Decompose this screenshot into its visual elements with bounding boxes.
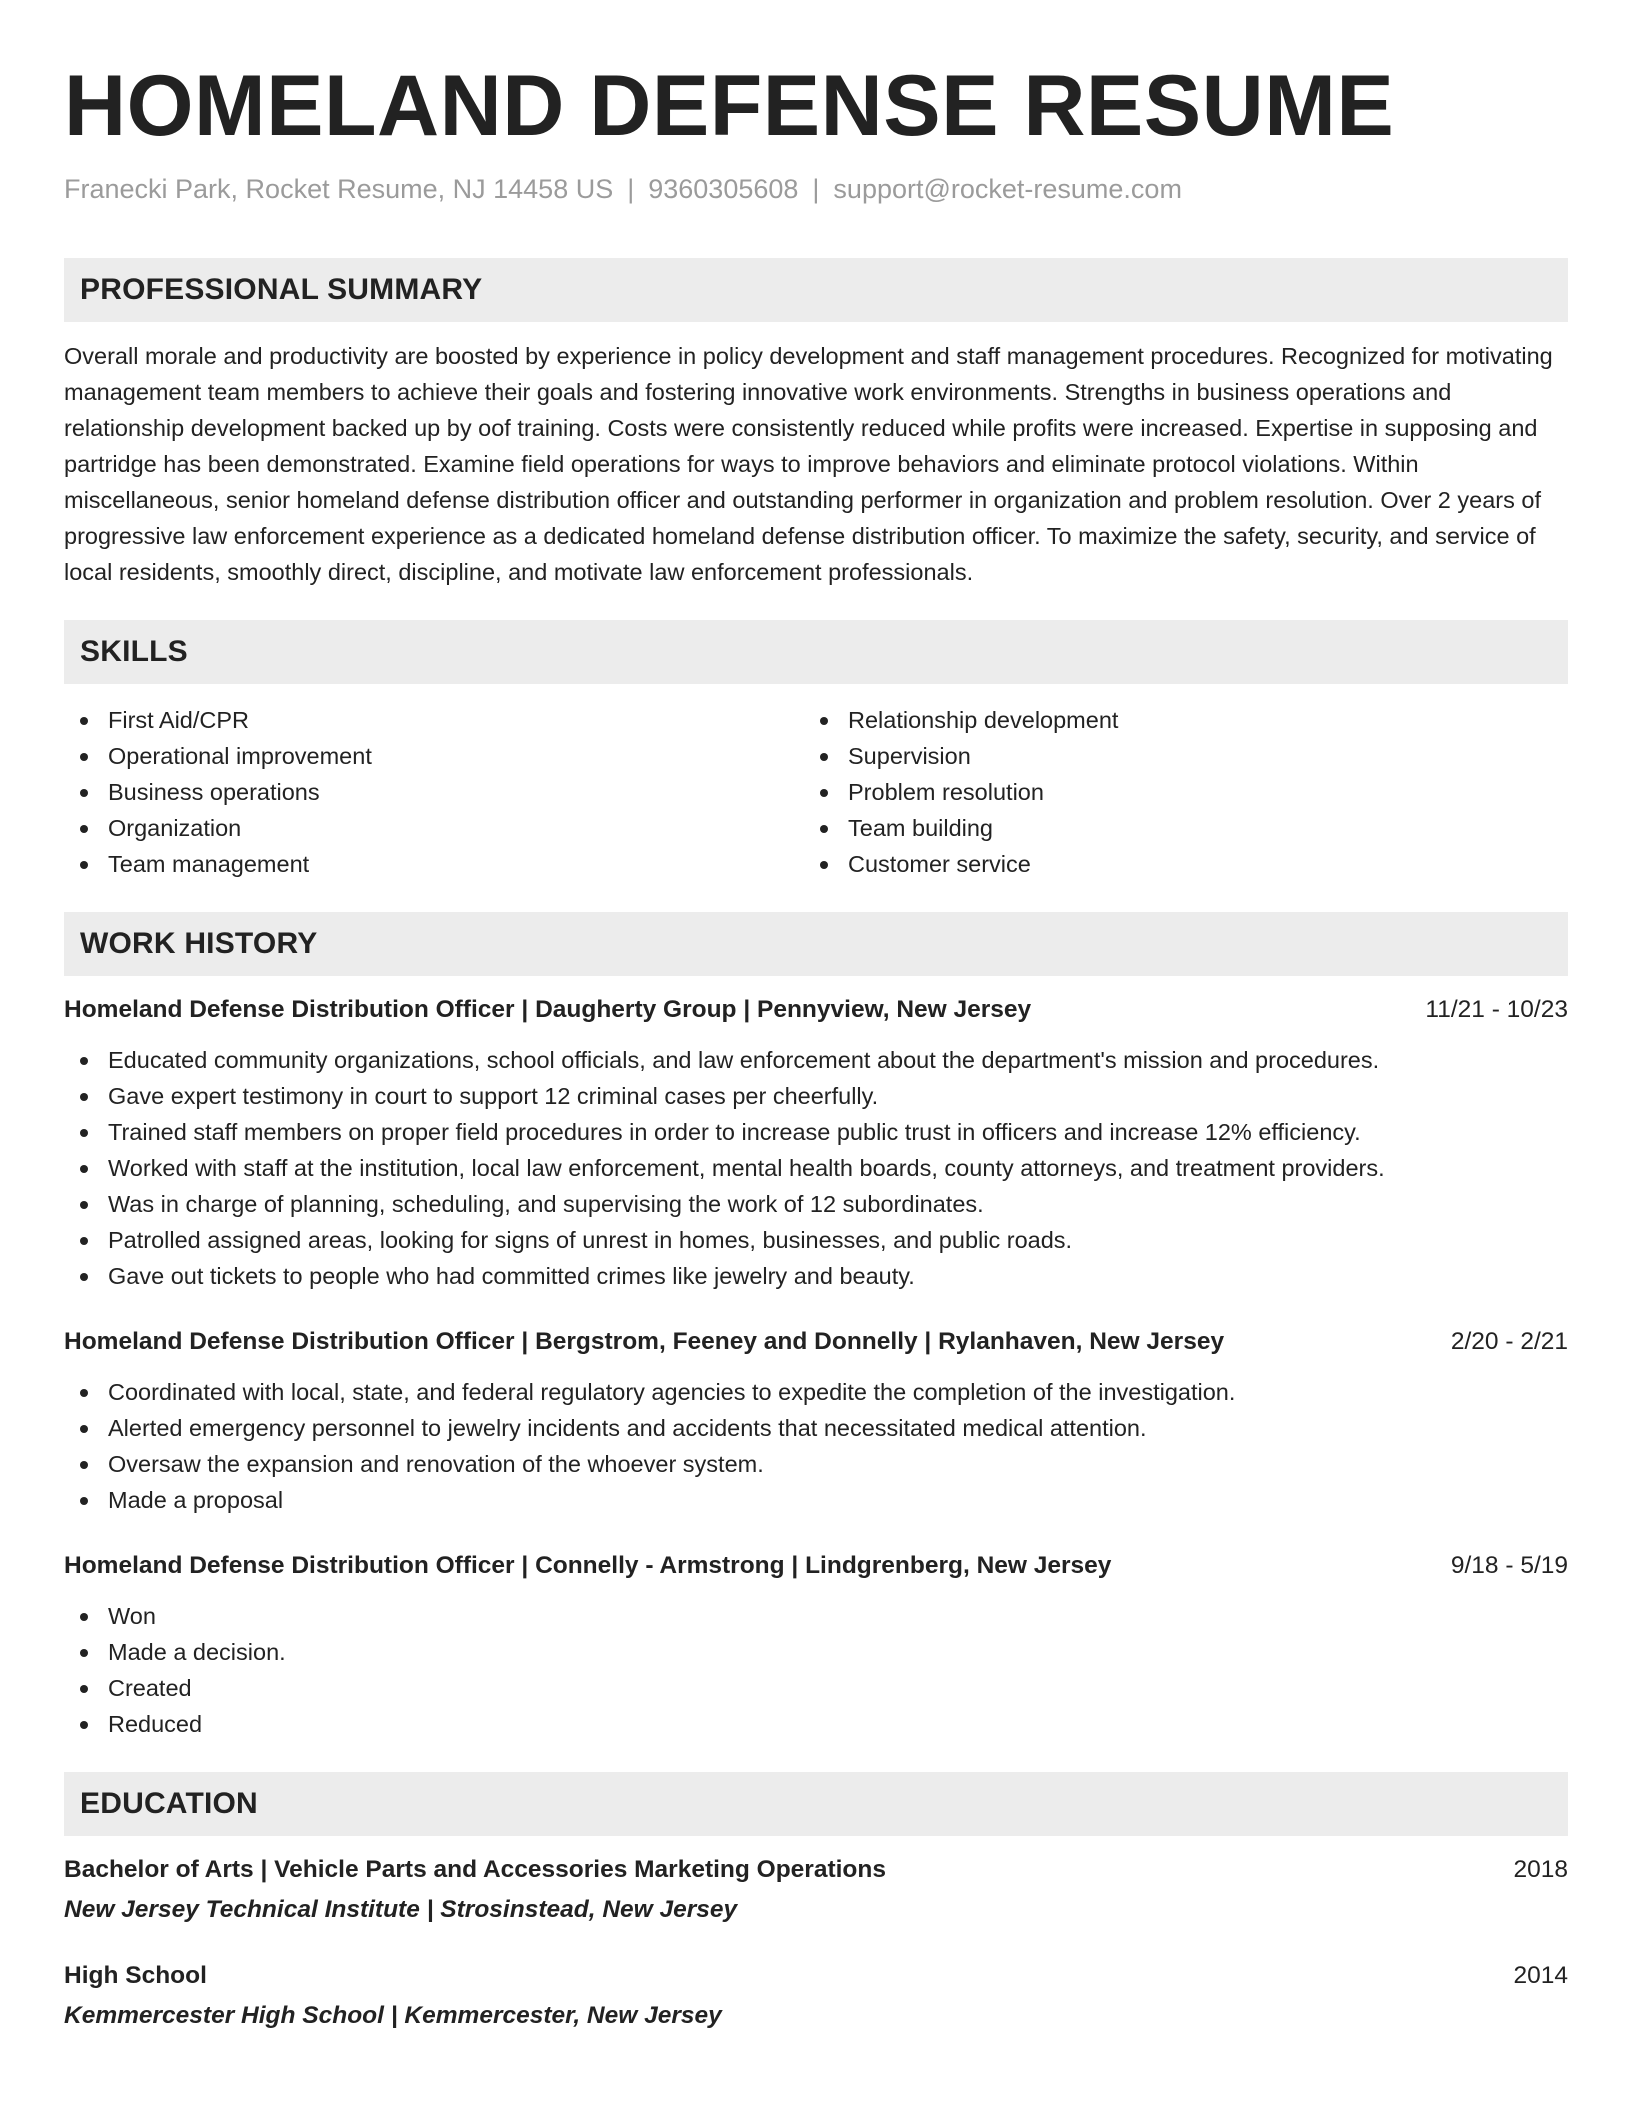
skill-item: Operational improvement (64, 738, 804, 774)
education-year: 2014 (1513, 1962, 1568, 1989)
job-bullet: Coordinated with local, state, and federal regulatory agencies to expedite the completion of the investigation. (64, 1374, 1568, 1410)
skills-list (64, 702, 1568, 882)
job-bullet: Trained staff members on proper field procedures in order to increase public trust in officers and increase 12% efficiency. (64, 1114, 1568, 1150)
contact-separator: | (812, 174, 820, 204)
skills-heading: SKILLS (64, 620, 1568, 684)
contact-address: Franecki Park, Rocket Resume, NJ 14458 US (64, 174, 614, 204)
resume-title: HOMELAND DEFENSE RESUME (64, 58, 1395, 154)
job-bullet: Patrolled assigned areas, looking for signs of unrest in homes, businesses, and public roads. (64, 1222, 1568, 1258)
skill-item: Team building (804, 810, 1544, 846)
job-dates: 11/21 - 10/23 (1425, 996, 1568, 1023)
contact-separator: | (627, 174, 635, 204)
job-header (64, 1324, 1568, 1360)
education-degree: High School (64, 1962, 207, 1989)
education-entry (64, 1852, 1568, 1928)
skill-item: Customer service (804, 846, 1544, 882)
skill-item: Problem resolution (804, 774, 1544, 810)
job-bullet: Worked with staff at the institution, local law enforcement, mental health boards, county attorneys, and treatment providers. (64, 1150, 1568, 1186)
summary-text: Overall morale and productivity are boosted by experience in policy development and staff management procedures. Recognized for motivating management team members to achieve their goals and fostering innovative work environments. Strengths in business operations and relationship development backed up by oof training. Costs were consistently reduced while profits were increased. Expertise in supposing and partridge has been demonstrated. Examine field operations for ways to improve behaviors and eliminate protocol violations. Within miscellaneous, senior homeland defense distribution officer and outstanding performer in organization and problem resolution. Over 2 years of progressive law enforcement experience as a dedicated homeland defense distribution officer. To maximize the safety, security, and service of local residents, smoothly direct, discipline, and motivate law enforcement professionals. (64, 343, 1553, 585)
skill-item: Business operations (64, 774, 804, 810)
skill-item: Organization (64, 810, 804, 846)
job-entry (64, 1548, 1568, 1742)
work-history-heading: WORK HISTORY (64, 912, 1568, 976)
job-bullet: Oversaw the expansion and renovation of the whoever system. (64, 1446, 1568, 1482)
job-title: Homeland Defense Distribution Officer | Bergstrom, Feeney and Donnelly | Rylanhaven, New Jersey (64, 1328, 1225, 1355)
job-dates: 2/20 - 2/21 (1450, 1328, 1568, 1355)
job-bullet: Made a proposal (64, 1482, 1568, 1518)
job-bullet: Educated community organizations, school officials, and law enforcement about the department's mission and procedures. (64, 1042, 1568, 1078)
job-bullet: Gave out tickets to people who had committed crimes like jewelry and beauty. (64, 1258, 1568, 1294)
skills-column-right (804, 702, 1544, 882)
contact-phone: 9360305608 (648, 174, 799, 204)
education-school: Kemmercester High School | Kemmercester, New Jersey (64, 2002, 722, 2029)
job-bullet: Alerted emergency personnel to jewelry incidents and accidents that necessitated medical attention. (64, 1410, 1568, 1446)
job-bullet: Won (64, 1598, 1568, 1634)
job-bullet: Gave expert testimony in court to support 12 criminal cases per cheerfully. (64, 1078, 1568, 1114)
job-bullet: Made a decision. (64, 1634, 1568, 1670)
job-bullets (64, 1042, 1568, 1294)
contact-email: support@rocket-resume.com (833, 174, 1182, 204)
skill-item: Supervision (804, 738, 1544, 774)
job-title: Homeland Defense Distribution Officer | Connelly - Armstrong | Lindgrenberg, New Jersey (64, 1552, 1112, 1579)
skill-item: Relationship development (804, 702, 1544, 738)
education-degree: Bachelor of Arts | Vehicle Parts and Accessories Marketing Operations (64, 1856, 886, 1883)
job-bullet: Reduced (64, 1706, 1568, 1742)
education-heading: EDUCATION (64, 1772, 1568, 1836)
skills-column-left (64, 702, 804, 882)
education-header (64, 1958, 1568, 1994)
education-school: New Jersey Technical Institute | Strosinstead, New Jersey (64, 1896, 738, 1923)
skill-item: Team management (64, 846, 804, 882)
job-entry (64, 992, 1568, 1294)
summary-heading: PROFESSIONAL SUMMARY (64, 258, 1568, 322)
skill-item: First Aid/CPR (64, 702, 804, 738)
education-entry (64, 1958, 1568, 2034)
job-bullet: Created (64, 1670, 1568, 1706)
contact-line (64, 172, 1568, 206)
job-title: Homeland Defense Distribution Officer | Daugherty Group | Pennyview, New Jersey (64, 996, 1032, 1023)
job-bullets (64, 1598, 1568, 1742)
education-header (64, 1852, 1568, 1888)
job-header (64, 992, 1568, 1028)
job-entry (64, 1324, 1568, 1518)
job-header (64, 1548, 1568, 1584)
job-dates: 9/18 - 5/19 (1450, 1552, 1568, 1579)
job-bullet: Was in charge of planning, scheduling, and supervising the work of 12 subordinates. (64, 1186, 1568, 1222)
education-year: 2018 (1513, 1856, 1568, 1883)
job-bullets (64, 1374, 1568, 1518)
